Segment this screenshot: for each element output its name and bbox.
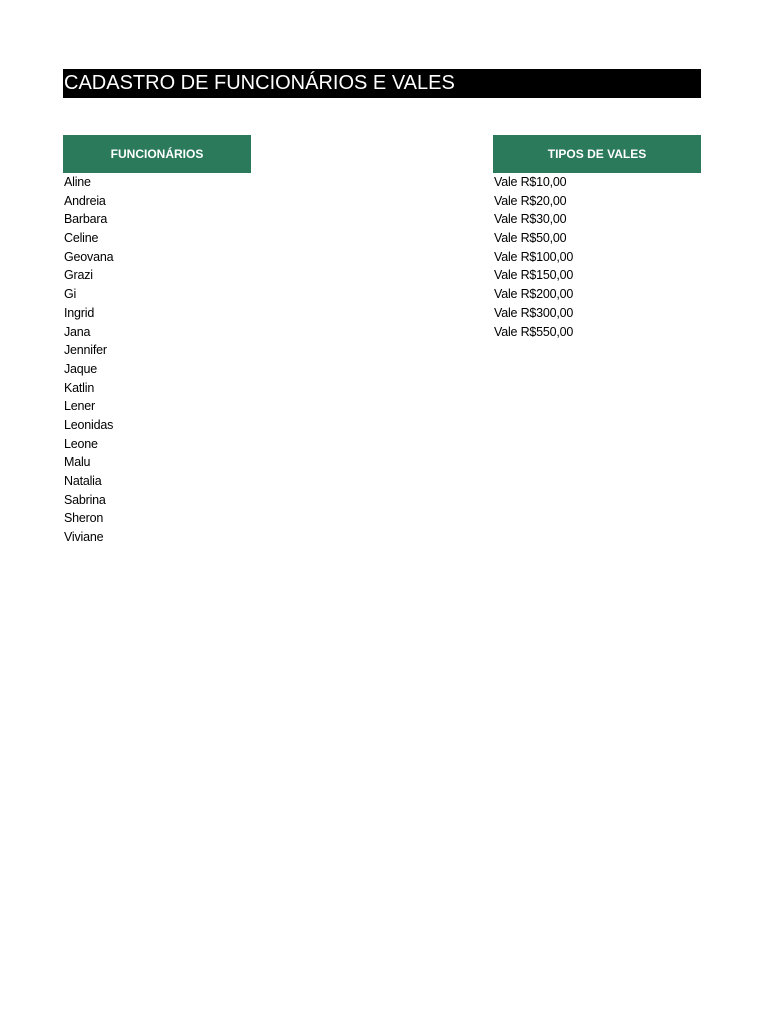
funcionario-item: Sheron <box>64 511 104 526</box>
funcionario-item: Viviane <box>64 530 104 545</box>
vale-item: Vale R$300,00 <box>494 305 574 320</box>
funcionario-item: Sabrina <box>64 492 106 507</box>
vale-item: Vale R$10,00 <box>494 175 567 189</box>
funcionario-item: Lener <box>64 399 95 414</box>
funcionario-item: Jennifer <box>64 343 107 358</box>
funcionario-item: Natalia <box>64 474 102 488</box>
vale-item: Vale R$50,00 <box>494 231 567 246</box>
funcionario-item: Gi <box>64 287 77 302</box>
funcionario-item: Ingrid <box>64 305 95 320</box>
vales-list <box>494 173 573 341</box>
funcionario-item: Katlin <box>64 380 95 395</box>
vale-item: Vale R$100,00 <box>494 249 574 264</box>
vale-item: Vale R$150,00 <box>494 268 574 283</box>
funcionarios-header: FUNCIONÁRIOS <box>63 135 251 173</box>
funcionario-item: Jana <box>64 324 91 339</box>
vale-item: Vale R$550,00 <box>494 324 574 339</box>
vale-item: Vale R$200,00 <box>494 287 574 302</box>
vale-item: Vale R$30,00 <box>494 212 567 227</box>
vales-header: TIPOS DE VALES <box>493 135 701 173</box>
vale-item: Vale R$20,00 <box>494 193 567 208</box>
funcionario-item: Celine <box>64 231 99 246</box>
funcionario-item: Leonidas <box>64 417 114 432</box>
funcionario-item: Jaque <box>64 361 98 376</box>
funcionario-item: Leone <box>64 436 98 451</box>
page-title: CADASTRO DE FUNCIONÁRIOS E VALES <box>63 69 701 98</box>
funcionario-item: Barbara <box>64 212 108 227</box>
funcionario-item: Aline <box>64 175 91 189</box>
funcionarios-list <box>64 173 113 547</box>
funcionario-item: Grazi <box>64 268 93 283</box>
funcionario-item: Geovana <box>64 249 114 264</box>
funcionario-item: Malu <box>64 455 91 470</box>
funcionario-item: Andreia <box>64 193 106 208</box>
